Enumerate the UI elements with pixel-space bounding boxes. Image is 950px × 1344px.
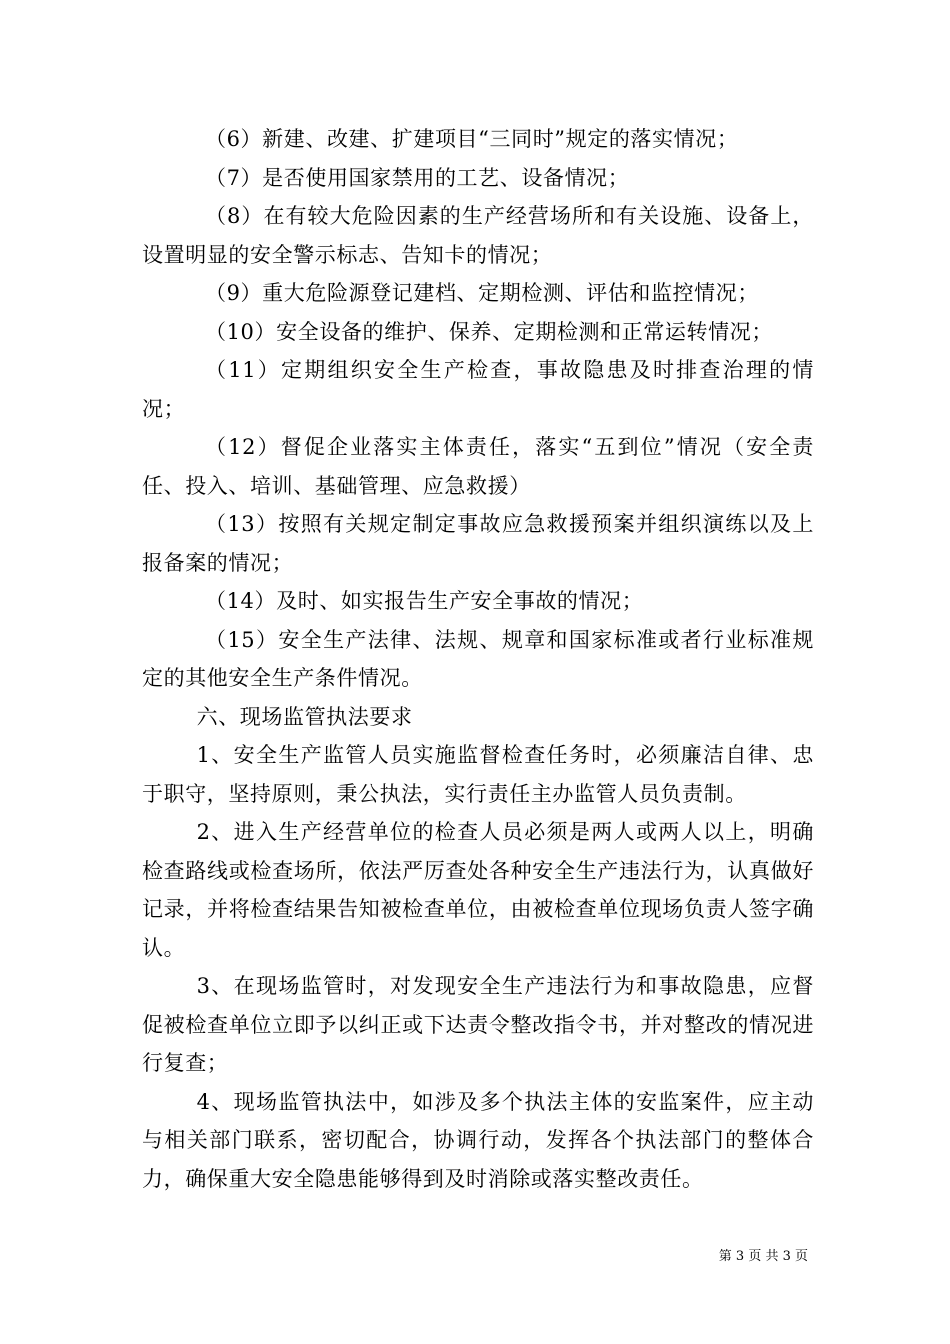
requirement-3: 3、在现场监管时，对发现安全生产违法行为和事故隐患，应督促被检查单位立即予以纠正或下达责令整改指令书，并对整改的情况进行复查； — [142, 974, 814, 1075]
list-item-10: （10）安全设备的维护、保养、定期检测和正常运转情况； — [205, 319, 773, 344]
list-item-13: （13）按照有关规定制定事故应急救援预案并组织演练以及上报备案的情况； — [142, 512, 814, 575]
list-item-8: （8）在有较大危险因素的生产经营场所和有关设施、设备上，设置明显的安全警示标志、告知卡的情况； — [142, 204, 814, 267]
requirement-4: 4、现场监管执法中，如涉及多个执法主体的安监案件，应主动与相关部门联系，密切配合，协调行动，发挥各个执法部门的整体合力，确保重大安全隐患能够得到及时消除或落实整改责任。 — [142, 1089, 814, 1191]
list-item-11: （11）定期组织安全生产检查，事故隐患及时排查治理的情况； — [142, 358, 814, 421]
list-item-12: （12）督促企业落实主体责任，落实“五到位”情况（安全责任、投入、培训、基础管理、应急救援） — [142, 435, 814, 498]
section-heading: 六、现场监管执法要求 — [196, 704, 413, 729]
list-item-7: （7）是否使用国家禁用的工艺、设备情况； — [205, 165, 630, 190]
list-item-6: （6）新建、改建、扩建项目“三同时”规定的落实情况； — [205, 127, 739, 151]
requirement-2: 2、进入生产经营单位的检查人员必须是两人或两人以上，明确检查路线或检查场所，依法严厉查处各种安全生产违法行为，认真做好记录，并将检查结果告知被检查单位，由被检查单位现场负责人签字确认。 — [142, 820, 814, 960]
document-body — [142, 120, 814, 1198]
list-item-14: （14）及时、如实报告生产安全事故的情况； — [205, 589, 644, 613]
list-item-15: （15）安全生产法律、法规、规章和国家标准或者行业标准规定的其他安全生产条件情况。 — [142, 627, 814, 690]
page-number: 第 3 页 共 3 页 — [718, 1249, 808, 1264]
requirement-1: 1、安全生产监管人员实施监督检查任务时，必须廉洁自律、忠于职守，坚持原则，秉公执法，实行责任主办监管人员负责制。 — [142, 743, 814, 806]
list-item-9: （9）重大危险源登记建档、定期检测、评估和监控情况； — [205, 281, 759, 305]
